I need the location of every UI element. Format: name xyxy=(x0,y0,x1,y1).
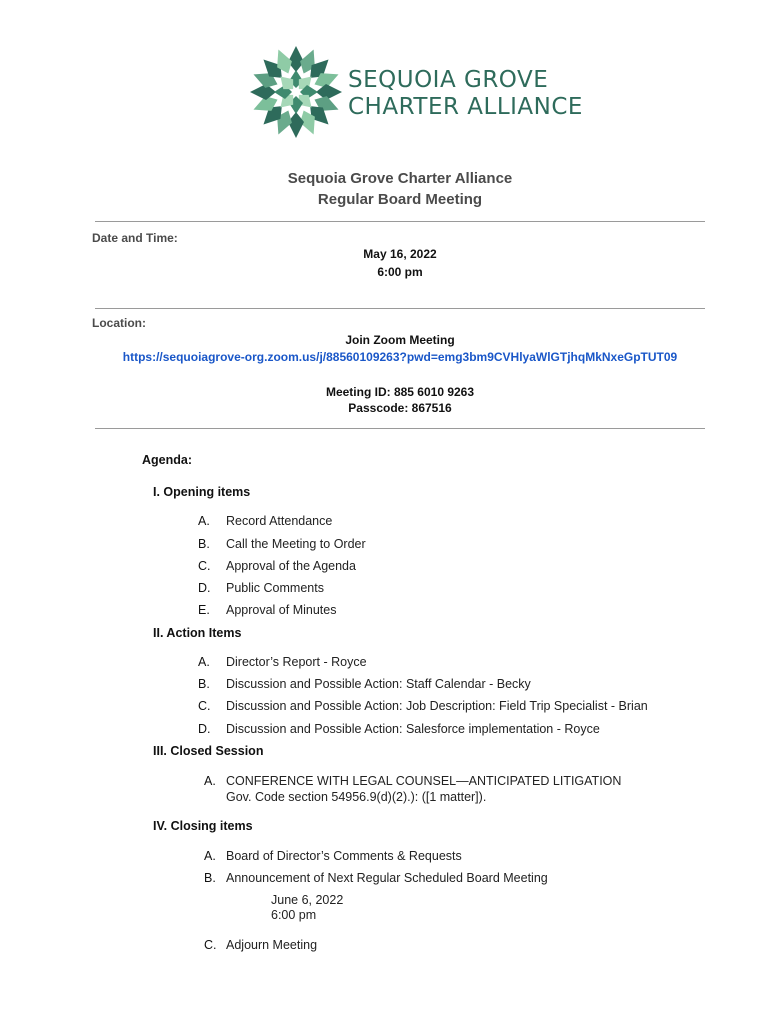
divider xyxy=(95,428,705,429)
item-letter: A. xyxy=(198,655,210,669)
agenda-item: Discussion and Possible Action: Staff Calendar - Becky xyxy=(226,677,531,691)
item-letter: A. xyxy=(204,774,216,788)
logo xyxy=(250,44,583,144)
section-heading: I. Opening items xyxy=(153,485,251,499)
item-letter: D. xyxy=(198,581,211,595)
zoom-link[interactable]: https://sequoiagrove-org.zoom.us/j/88560109263?pwd=emg3bm9CVHlyaWlGTjhqMkNxeGpTUT09 xyxy=(122,350,678,364)
logo-text-line1: SEQUOIA GROVE xyxy=(348,67,549,93)
section-heading: IV. Closing items xyxy=(153,819,253,833)
agenda-item: Adjourn Meeting xyxy=(226,938,318,952)
next-meeting-time: 6:00 pm xyxy=(271,908,317,922)
sequoia-leaf-logo-icon xyxy=(250,44,345,144)
agenda-item: Discussion and Possible Action: Job Description: Field Trip Specialist - Brian xyxy=(226,699,648,713)
agenda-item: Discussion and Possible Action: Salesforce implementation - Royce xyxy=(226,722,600,736)
agenda-item-detail: Gov. Code section 54956.9(d)(2).): ([1 matter]). xyxy=(226,790,487,804)
item-letter: B. xyxy=(198,537,210,551)
item-letter: E. xyxy=(198,603,210,617)
org-title: Sequoia Grove Charter Alliance xyxy=(287,170,513,187)
logo-text-line2: CHARTER ALLIANCE xyxy=(348,94,583,120)
section-heading: II. Action Items xyxy=(153,626,242,640)
agenda-item: Approval of the Agenda xyxy=(226,559,356,573)
item-letter: A. xyxy=(198,514,210,528)
item-letter: D. xyxy=(198,722,211,736)
item-letter: B. xyxy=(204,871,216,885)
join-zoom-label: Join Zoom Meeting xyxy=(345,333,455,347)
divider xyxy=(95,308,705,309)
item-letter: A. xyxy=(204,849,216,863)
agenda-item: Call the Meeting to Order xyxy=(226,537,366,551)
agenda-item: Public Comments xyxy=(226,581,324,595)
agenda-item: Announcement of Next Regular Scheduled Board Meeting xyxy=(226,871,548,885)
date-time-label: Date and Time: xyxy=(92,231,178,245)
meeting-time: 6:00 pm xyxy=(377,265,423,279)
section-heading: III. Closed Session xyxy=(153,744,264,758)
item-letter: C. xyxy=(198,559,211,573)
passcode: Passcode: 867516 xyxy=(348,401,452,415)
agenda-label: Agenda: xyxy=(142,453,192,467)
agenda-item: Director’s Report - Royce xyxy=(226,655,367,669)
meeting-date: May 16, 2022 xyxy=(363,247,437,261)
meeting-id: Meeting ID: 885 6010 9263 xyxy=(325,385,475,399)
agenda-item: Record Attendance xyxy=(226,514,333,528)
next-meeting-date: June 6, 2022 xyxy=(271,893,344,907)
agenda-item: Approval of Minutes xyxy=(226,603,337,617)
divider xyxy=(95,221,705,222)
meeting-title: Regular Board Meeting xyxy=(317,191,483,208)
location-label: Location: xyxy=(92,316,146,330)
item-letter: C. xyxy=(198,699,211,713)
item-letter: C. xyxy=(204,938,217,952)
agenda-item: CONFERENCE WITH LEGAL COUNSEL—ANTICIPATED LITIGATION xyxy=(226,774,622,788)
item-letter: B. xyxy=(198,677,210,691)
agenda-item: Board of Director’s Comments & Requests xyxy=(226,849,462,863)
